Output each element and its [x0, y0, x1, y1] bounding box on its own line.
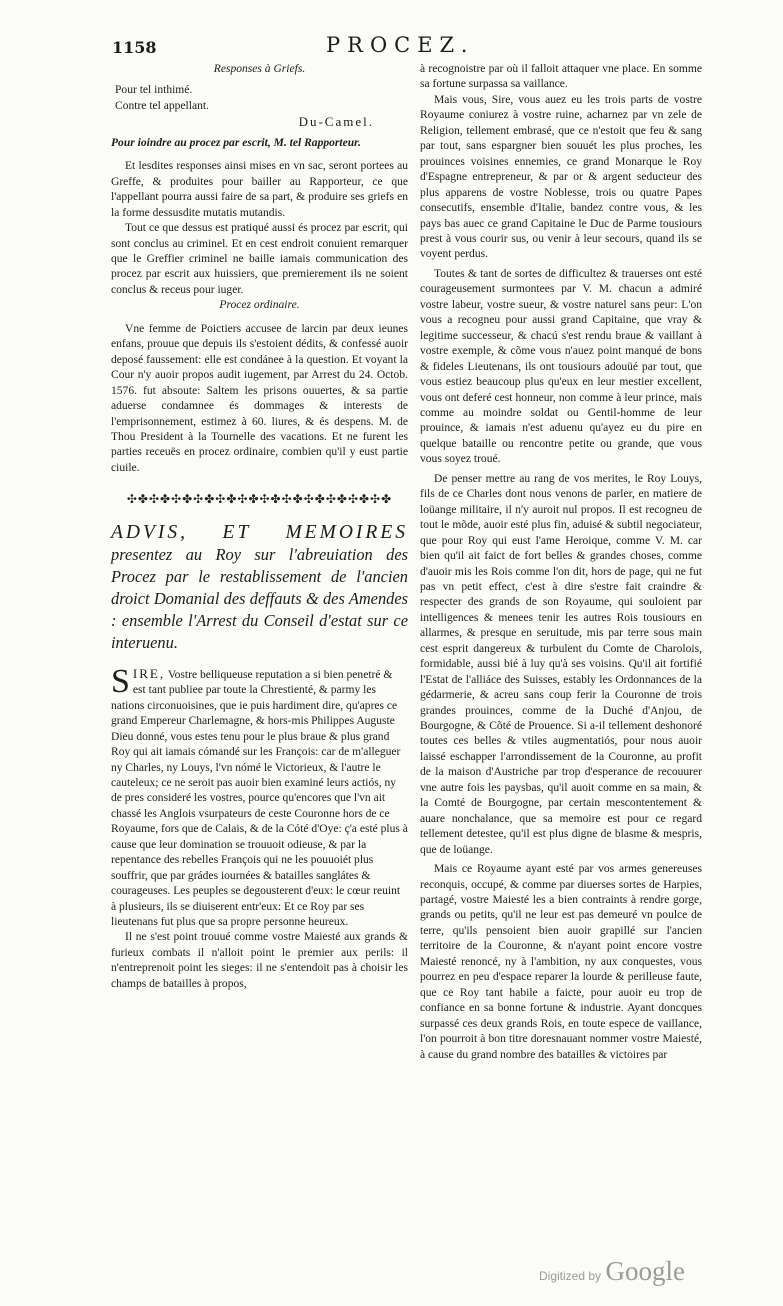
- paragraph-recognoistre: à recognoistre par où il falloit attaquer vne place. En somme sa fortune surpassa sa vaillance.: [420, 63, 702, 91]
- line-appellant: Contre tel appellant.: [115, 99, 209, 112]
- paragraph-roy-louys: De penser mettre au rang de vos merites, le Roy Louys, fils de ce Charles dont nous venons de parler, en matiere de loüange militaire, il n'y auroit nul propos. Il est recogneu de tout le mõde, auoir esté plus fin, aduisé & subtil negociateur, que pour Roy qui eust l'ame Heroique, comme V. M. car bien qu'il ait faict de fort belles & grandes choses, comme d'auoir mis les Rois comme l'on dit, hors de page, qui ne fut pas vn petit effect, c'est à dire s'estre fait craindre & respecter des grands de son Royaume, qui souloient par intelligences & menees tenir les autres Rois tousiours en allarmes, & presque en seruitude, mis par terre sous main cest esprit dangereux & turbulent du Comte de Charolois, formidable, aussi bié à luy qu'à ses voisins. Qu'il ait fortifié l'Estat de l'alliáce des Suisses, estably les Ordonnances de la gédarmerie, & acreu sans coup ferir la Couronne de trois grandes prouinces, comme de la Duché d'Anjou, de Bourgogne, & Cõté de Prouence. Si a-il tellement deshonoré toutes ces belles & vtiles augmentatiós, pour nous auoir laissé eschapper l'arrondissement de la Couronne, au profit de la maison d'Austriche par trop d'esperance de recouurer vne autre fois les paysbas, qu'il auoit comme en sa main, & la Comté de Bourgogne, par certain mescontentement & auare nonchalance, que sa memoire est pour ce regard tellement detestee, qu'il est plus digne de blasme & mespris, que de loüange.: [420, 472, 702, 856]
- paragraph-difficultez: Toutes & tant de sortes de difficultez & trauerses ont esté courageusement surmontees par V. M. chacun a admiré vostre labeur, vostre sueur, & vostre naturel sans peur: L'on vous a recogneu pour aussi grand Capitaine, que vray & legitime successeur, & chacú s'est rendu braue & vaillant à vostre exemple, & cõme vous n'auez point manqué de bons & fideles Lieutenans, ils ont tousiours adouüé par tout, que vous estiez beaucoup plus qu'eux en leur mestier excellent, vous ont deferé cest honneur, non comme à leur prince, mais comme au moindre soldat ou Gentil-homme de leur prouince, & iamais n'est aduenu qu'ayez eu du pire en quelque bataille ou rencontre petite ou grande, que vous vous soyez troué.: [420, 267, 702, 466]
- page-number: 1158: [112, 38, 157, 57]
- paragraph-sac: Et lesdites responses ainsi mises en vn sac, seront portees au Greffe, & produites pour bailler au Rapporteur, ce que l'appellant pourra aussi faire de sa part, & produire ses griefs en la forme dessusdite mutatis mutandis.: [111, 160, 408, 219]
- treatise-title: [111, 522, 408, 654]
- paragraph-combats: Il ne s'est point trouué comme vostre Maiesté aux grands & furieux combats il n'alloit point le premier aux perils: il n'entreprenoit point les sieges: il ne s'entendoit pas à choisir les champs de batailles à propos,: [111, 931, 408, 990]
- sire-block: [111, 662, 408, 931]
- drop-cap: S: [111, 662, 130, 700]
- paragraph-reputation: Vostre belliqueuse reputation a si bien penetré & est tant publiee par toute la Chrestienté, & parmy les nations circonuoisines, que ie puis hardiment dire, qu'apres ce grand Empereur Charlemagne, & hors-mis Philippes Auguste Dieu donné, vous estes tenu pour le plus braue & plus grand Roy qui ait iamais cómandé sur les François: car de m'alleguer ny Charles, ny Louys, l'vn nómé le Victorieux, & l'autre le cauteleux; ce ne seroit pas auoir bien examiné leurs actiós, ny de pres consideré les vostres, pource qu'encores que l'vn ait chassé les Anglois vsurpateurs de ceste Couronne hors de ce Royaume, fors que de Calais, & de la Cóté d'Oye: ç'a esté plus à cause que leur domination se trouuoit odieuse, & par la repentance des rebelles François qui ne les pouuoiét plus souffrir, que par grádes iournées & batailles sanglátes & courageuses. Les peuples se degousterent d'eux: le cœur reuint à plusieurs, ils se diuiserent entr'eux: Et ce Roy par ses lieutenans fut plus que sa propre personne heureux.: [111, 668, 408, 929]
- ornament-band: ✣✤✣✤✣✤✣✤✣✤✣✤✣✤✣✤✣✤✣✤✣✤✣✤: [126, 492, 393, 507]
- heading-ordinaire: Procez ordinaire.: [219, 299, 300, 312]
- treatise-title-caps: ADVIS, ET MEMOIRES: [111, 521, 408, 543]
- paragraph-criminel: Tout ce que dessus est pratiqué aussi és procez par escrit, qui sont conclus au criminel. Et en cest endroit conuient remarquer que le Greffier criminel ne baille iamais communication des procez par escrit aux huissiers, que premierement ils ne soient conclus & receus pour iuger.: [111, 222, 408, 296]
- paragraph-poictiers: Vne femme de Poictiers accusee de larcin par deux ieunes enfans, prouue que depuis ils s'estoient dédits, & confessé auoir deposé faussement: elle est condánee à la question. Et voyant la Cour n'y auoir propos audit iugement, par Arrest du 24. Octob. 1576. fut absoute: Saltem les prisons ouuertes, & sa partie aduerse condamnee és dommages & interests de l'emprisonnement, estimez à 60. liures, & és despens. M. de Thou President à la Tournelle des vacations. Et ne furent les parties receuës en procez ordinaire, combien qu'il y eust partie ciuile.: [111, 322, 408, 474]
- heading-joindre: Pour ioindre au procez par escrit, M. tel Rapporteur.: [111, 136, 361, 149]
- right-column: [420, 62, 702, 1063]
- treatise-title-rest: presentez au Roy sur l'abreuiation des Procez par le restablissement de l'ancien droict Domanial des deffauts & des Amendes : ensemble l'Arrest du Conseil d'estat sur ce interuenu.: [111, 544, 408, 652]
- running-title: PROCEZ.: [326, 33, 475, 57]
- digitized-by-google-watermark: [539, 1256, 685, 1287]
- google-logo-text: Google: [605, 1256, 685, 1286]
- paragraph-royaume-reconquis: Mais ce Royaume ayant esté par vos armes genereuses reconquis, occupé, & comme par diuerses sortes de Harpies, partagé, vostre Maiesté les a bien contraints à rendre gorge, grands ou petits, qu'il ne leur est pas demeuré vn poulce de terre, qu'ils pensoient bien auoir grapillé sur l'ancien territoire de la Couronne, & n'ayant point encore vostre Maiesté renoncé, ny à l'ambition, ny aux conquestes, vous pourrez en peu d'espace reparer la lourde & perilleuse faute, que ce Roy tant habile a faicte, pour auoir eu trop de confiance en sa bonne fortune & industrie. Ayant doncques surpassé ces deux grands Rois, en toute espece de vaillance, l'on pourroit à bon titre doresnauant nommer vostre Maiesté, à cause du grand nombre des batailles & victoires par: [420, 863, 702, 1061]
- left-column: [111, 62, 408, 992]
- line-intime: Pour tel inthimé.: [115, 84, 193, 97]
- paragraph-mais-vous: Mais vous, Sire, vous auez eu les trois parts de vostre Royaume coniurez à vostre ruine, acharnez par vn zele de Religion, tellement embrasé, que ce n'estoit que feu & sang par tout, sans espargner bien souuét les plus proches, les prouinces voisines ennemies, ce grand Monarque le Roy d'Espagne entrepreneur, & par or & argent seducteur des plus apparens de vostre Noblesse, trois ou quatre Papes consecutifs, ensemble d'Italie, bandez contre vous, & les pays bas auec ce grand Capitaine le Duc de Parme tousiours prest à vous courir sus, ou venir à leur secours, quand ils se voyent perdus.: [420, 93, 702, 261]
- sire-word: IRE,: [132, 665, 166, 681]
- digitized-by-text: Digitized by: [539, 1269, 602, 1283]
- signature: Du-Camel.: [298, 114, 374, 130]
- subtitle-responses: Responses à Griefs.: [213, 63, 306, 75]
